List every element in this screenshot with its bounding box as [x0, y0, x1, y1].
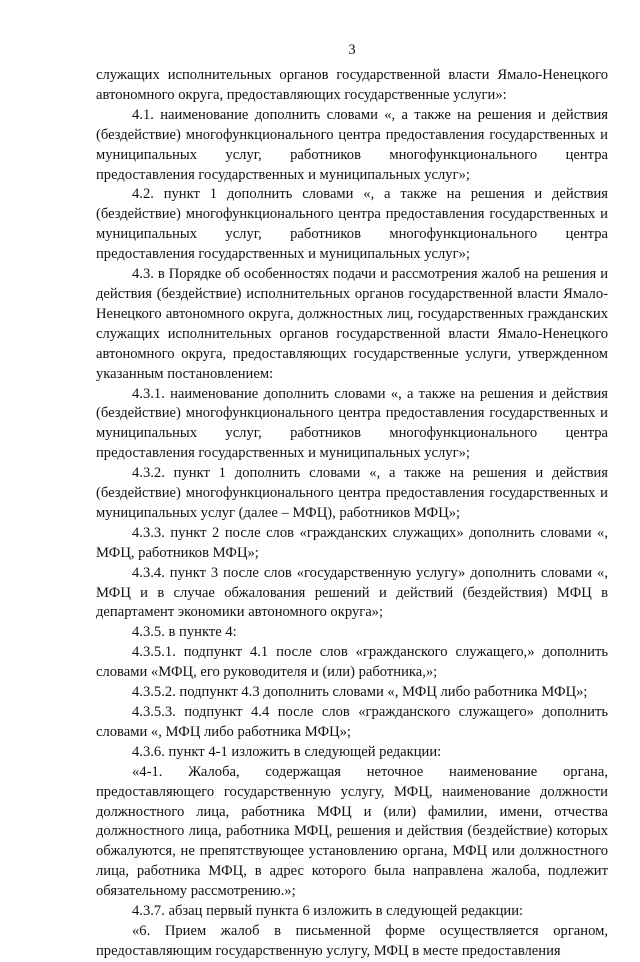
- paragraph-4-2: 4.2. пункт 1 дополнить словами «, а также на решения и действия (бездействие) многофункционального центра предоставления государственных и муниципальных услуг, работников многофункционального центра предоставления государственных и муниципальных услуг»;: [96, 186, 608, 263]
- paragraph-4-3-4: 4.3.4. пункт 3 после слов «государственную услугу» дополнить словами «, МФЦ и в случае обжалования решений и действий (бездействия) МФЦ в департамент экономики автономного округа»;: [96, 564, 608, 621]
- paragraph-4-3-5: 4.3.5. в пункте 4:: [132, 624, 237, 641]
- paragraph-4-3-2: 4.3.2. пункт 1 дополнить словами «, а также на решения и действия (бездействие) многофункционального центра предоставления государственных и муниципальных услуг (далее – МФЦ), работников МФЦ»;: [96, 465, 608, 521]
- paragraph-4-3-3: 4.3.3. пункт 2 после слов «гражданских служащих» дополнить словами «, МФЦ, работников МФЦ»;: [96, 524, 608, 561]
- paragraph-4-1: 4.1. наименование дополнить словами «, а также на решения и действия (бездействие) многофункционального центра предоставления государственных и муниципальных услуг, работников многофункционального центра предоставления государственных и муниципальных услуг»;: [96, 106, 608, 183]
- paragraph-4-3-5-2: 4.3.5.2. подпункт 4.3 дополнить словами «, МФЦ либо работника МФЦ»;: [132, 684, 588, 701]
- paragraph-quote-4-1: «4-1. Жалоба, содержащая неточное наименование органа, предоставляющего государственную услугу, МФЦ, наименование должности должностного лица, работника МФЦ и (или) фамилии, имени, отчества должностного лица, работника МФЦ, решения и действия (бездействие) которых обжалуются, не препятствующее установлению органа, МФЦ или должностного лица, работника МФЦ, в адрес которого была направлена жалоба, подлежит обязательному рассмотрению.»;: [96, 763, 608, 900]
- paragraph-4-3-5-3: 4.3.5.3. подпункт 4.4 после слов «гражданского служащего» дополнить словами «, МФЦ либо работника МФЦ»;: [96, 704, 608, 740]
- document-page: [96, 40, 608, 962]
- paragraph-4-3-5-1: 4.3.5.1. подпункт 4.1 после слов «гражданского служащего,» дополнить словами «МФЦ, его руководителя и (или) работника,»;: [96, 644, 608, 681]
- page-number: 3: [348, 42, 356, 58]
- paragraph-quote-6: «6. Прием жалоб в письменной форме осуществляется органом, предоставляющим государственную услугу, МФЦ в месте предоставления: [96, 922, 608, 959]
- paragraph-4-3-6: 4.3.6. пункт 4-1 изложить в следующей редакции:: [132, 743, 442, 760]
- paragraph-4-3-1: 4.3.1. наименование дополнить словами «, а также на решения и действия (бездействие) многофункционального центра предоставления государственных и муниципальных услуг, работников многофункционального центра предоставления государственных и муниципальных услуг»;: [96, 385, 608, 462]
- paragraph-4-3: 4.3. в Порядке об особенностях подачи и рассмотрения жалоб на решения и действия (бездействие) исполнительных органов государственной власти Ямало-Ненецкого автономного округа, должностных лиц, государственных гражданских служащих исполнительных органов государственной власти Ямало-Ненецкого автономного округа, предоставляющих государственные услуги, утвержденном указанным постановлением:: [96, 266, 608, 382]
- paragraph-continuation: служащих исполнительных органов государственной власти Ямало-Ненецкого автономного округа, предоставляющих государственные услуги»:: [96, 67, 608, 103]
- paragraph-4-3-7: 4.3.7. абзац первый пункта 6 изложить в следующей редакции:: [132, 903, 524, 920]
